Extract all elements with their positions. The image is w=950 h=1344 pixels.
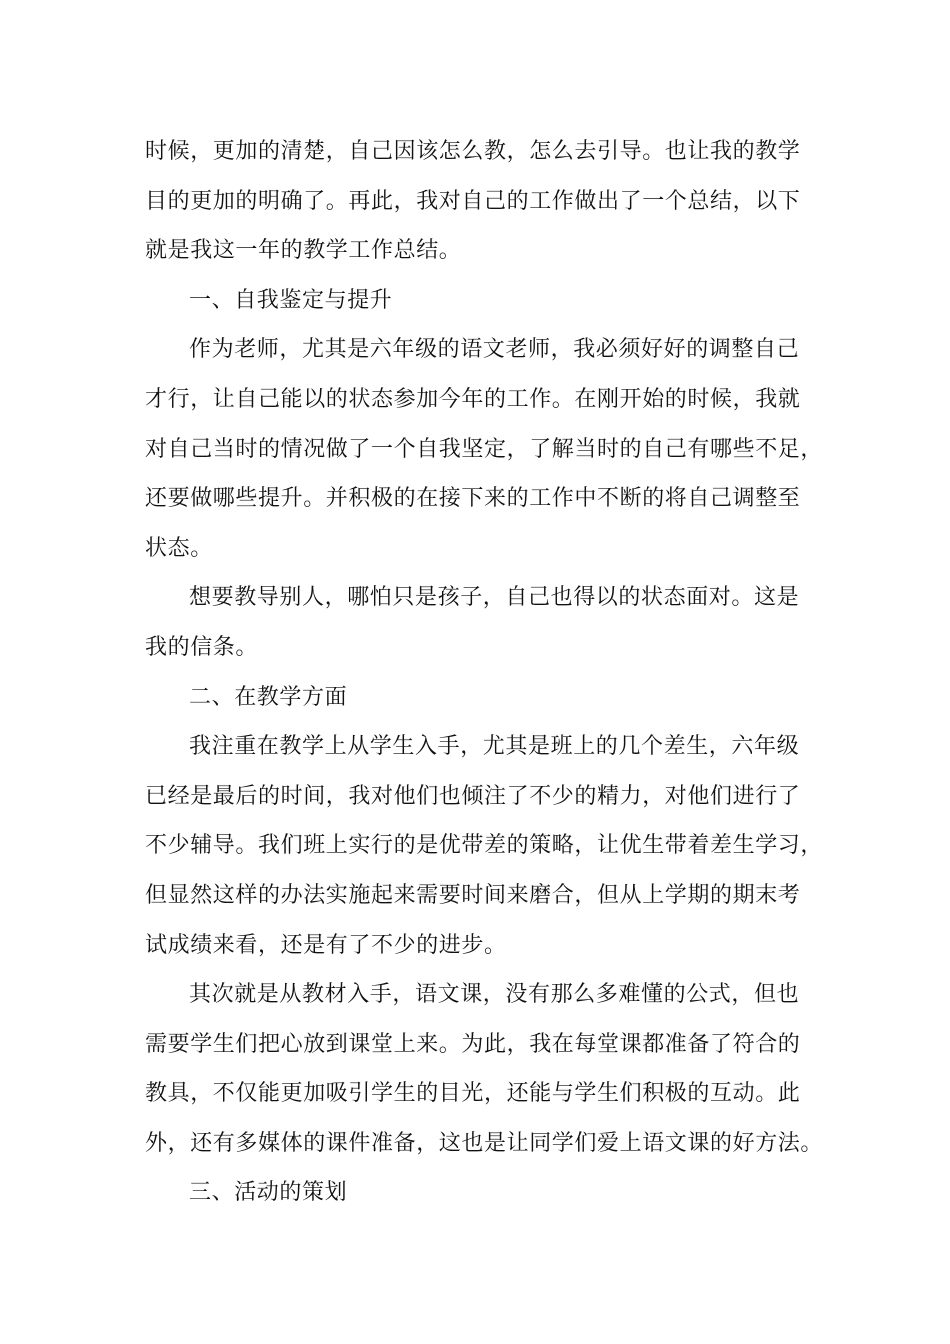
text-line: 需要学生们把心放到课堂上来。为此，我在每堂课都准备了符合的	[145, 1031, 801, 1057]
text-line: 想要教导别人，哪怕只是孩子，自己也得以的状态面对。这是	[189, 585, 800, 611]
text-line: 不少辅导。我们班上实行的是优带差的策略，让优生带着差生学习，	[145, 833, 824, 859]
text-line: 教具，不仅能更加吸引学生的目光，还能与学生们积极的互动。此	[145, 1081, 801, 1107]
text-line: 外，还有多媒体的课件准备，这也是让同学们爱上语文课的好方法。	[145, 1130, 824, 1156]
text-line: 我的信条。	[145, 634, 259, 660]
text-line: 已经是最后的时间，我对他们也倾注了不少的精力，对他们进行了	[145, 783, 801, 809]
section-heading: 三、活动的策划	[189, 1180, 348, 1206]
text-line: 状态。	[145, 535, 213, 561]
text-line: 时候，更加的清楚，自己因该怎么教，怎么去引导。也让我的教学	[145, 139, 801, 164]
text-line: 对自己当时的情况做了一个自我坚定，了解当时的自己有哪些不足，	[145, 436, 824, 462]
document-body	[145, 127, 825, 1218]
text-line: 其次就是从教材入手，语文课，没有那么多难懂的公式，但也	[189, 982, 800, 1008]
text-line: 目的更加的明确了。再此，我对自己的工作做出了一个总结，以下	[145, 188, 801, 214]
text-line: 我注重在教学上从学生入手，尤其是班上的几个差生，六年级	[189, 734, 800, 760]
text-line: 但显然这样的办法实施起来需要时间来磨合，但从上学期的期末考	[145, 882, 801, 908]
text-line: 才行，让自己能以的状态参加今年的工作。在刚开始的时候，我就	[145, 386, 801, 412]
text-line: 还要做哪些提升。并积极的在接下来的工作中不断的将自己调整至	[145, 486, 801, 512]
text-line: 作为老师，尤其是六年级的语文老师，我必须好好的调整自己	[189, 337, 800, 363]
text-line: 就是我这一年的教学工作总结。	[145, 238, 462, 264]
section-heading: 二、在教学方面	[189, 684, 348, 710]
text-line: 试成绩来看，还是有了不少的进步。	[145, 932, 507, 958]
section-heading: 一、自我鉴定与提升	[189, 287, 393, 313]
